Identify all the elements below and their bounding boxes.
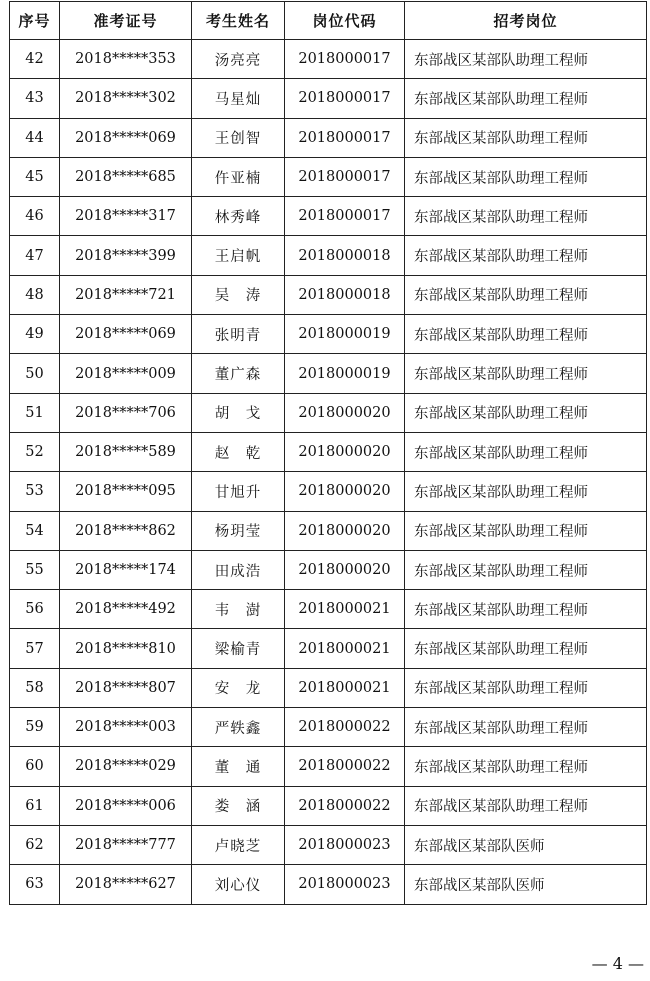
- cell-candidate-name: 梁榆青: [192, 629, 285, 668]
- cell-candidate-name: 董广森: [192, 354, 285, 393]
- cell-post-code: 2018000018: [285, 236, 405, 275]
- document-sheet: [9, 1, 646, 905]
- cell-candidate-name: 娄 涵: [192, 786, 285, 825]
- cell-candidate-name: 王创智: [192, 118, 285, 157]
- table-row: [10, 590, 647, 629]
- cell-recruitment-post: 东部战区某部队助理工程师: [405, 315, 647, 354]
- cell-serial-number: 47: [10, 236, 60, 275]
- table-row: [10, 79, 647, 118]
- cell-post-code: 2018000017: [285, 79, 405, 118]
- table-row: [10, 118, 647, 157]
- cell-serial-number: 59: [10, 708, 60, 747]
- cell-recruitment-post: 东部战区某部队助理工程师: [405, 275, 647, 314]
- table-row: [10, 315, 647, 354]
- cell-candidate-name: 卢晓芝: [192, 825, 285, 864]
- cell-admission-ticket: 2018*****492: [60, 590, 192, 629]
- table-row: [10, 393, 647, 432]
- cell-serial-number: 44: [10, 118, 60, 157]
- cell-admission-ticket: 2018*****706: [60, 393, 192, 432]
- cell-recruitment-post: 东部战区某部队医师: [405, 825, 647, 864]
- cell-serial-number: 58: [10, 668, 60, 707]
- cell-candidate-name: 刘心仪: [192, 865, 285, 904]
- table-row: [10, 668, 647, 707]
- cell-post-code: 2018000020: [285, 550, 405, 589]
- cell-admission-ticket: 2018*****095: [60, 472, 192, 511]
- cell-serial-number: 57: [10, 629, 60, 668]
- cell-admission-ticket: 2018*****069: [60, 118, 192, 157]
- cell-post-code: 2018000022: [285, 747, 405, 786]
- cell-admission-ticket: 2018*****003: [60, 708, 192, 747]
- table-row: [10, 275, 647, 314]
- cell-admission-ticket: 2018*****685: [60, 157, 192, 196]
- cell-recruitment-post: 东部战区某部队助理工程师: [405, 393, 647, 432]
- cell-admission-ticket: 2018*****174: [60, 550, 192, 589]
- cell-candidate-name: 甘旭升: [192, 472, 285, 511]
- cell-serial-number: 50: [10, 354, 60, 393]
- table-row: [10, 708, 647, 747]
- cell-post-code: 2018000021: [285, 668, 405, 707]
- cell-candidate-name: 仵亚楠: [192, 157, 285, 196]
- table-row: [10, 865, 647, 904]
- cell-serial-number: 48: [10, 275, 60, 314]
- cell-post-code: 2018000023: [285, 825, 405, 864]
- cell-candidate-name: 张明青: [192, 315, 285, 354]
- cell-recruitment-post: 东部战区某部队助理工程师: [405, 157, 647, 196]
- cell-candidate-name: 王启帆: [192, 236, 285, 275]
- table-row: [10, 197, 647, 236]
- cell-candidate-name: 吴 涛: [192, 275, 285, 314]
- cell-admission-ticket: 2018*****317: [60, 197, 192, 236]
- cell-recruitment-post: 东部战区某部队助理工程师: [405, 40, 647, 79]
- cell-admission-ticket: 2018*****006: [60, 786, 192, 825]
- cell-candidate-name: 杨玥莹: [192, 511, 285, 550]
- cell-serial-number: 45: [10, 157, 60, 196]
- cell-post-code: 2018000023: [285, 865, 405, 904]
- cell-serial-number: 53: [10, 472, 60, 511]
- cell-admission-ticket: 2018*****029: [60, 747, 192, 786]
- table-row: [10, 157, 647, 196]
- cell-recruitment-post: 东部战区某部队助理工程师: [405, 472, 647, 511]
- cell-post-code: 2018000019: [285, 315, 405, 354]
- cell-serial-number: 63: [10, 865, 60, 904]
- cell-admission-ticket: 2018*****069: [60, 315, 192, 354]
- table-row: [10, 511, 647, 550]
- cell-admission-ticket: 2018*****777: [60, 825, 192, 864]
- cell-post-code: 2018000021: [285, 590, 405, 629]
- cell-serial-number: 54: [10, 511, 60, 550]
- cell-serial-number: 62: [10, 825, 60, 864]
- table-row: [10, 629, 647, 668]
- cell-admission-ticket: 2018*****302: [60, 79, 192, 118]
- cell-admission-ticket: 2018*****862: [60, 511, 192, 550]
- cell-recruitment-post: 东部战区某部队医师: [405, 865, 647, 904]
- table-body: [10, 40, 647, 905]
- cell-admission-ticket: 2018*****627: [60, 865, 192, 904]
- header-serial-number: 序号: [10, 2, 60, 40]
- table-row: [10, 472, 647, 511]
- cell-post-code: 2018000022: [285, 786, 405, 825]
- cell-recruitment-post: 东部战区某部队助理工程师: [405, 590, 647, 629]
- cell-serial-number: 46: [10, 197, 60, 236]
- table-header-row: [10, 2, 647, 40]
- cell-recruitment-post: 东部战区某部队助理工程师: [405, 197, 647, 236]
- cell-post-code: 2018000017: [285, 157, 405, 196]
- table-row: [10, 354, 647, 393]
- cell-serial-number: 49: [10, 315, 60, 354]
- cell-serial-number: 60: [10, 747, 60, 786]
- header-admission-ticket: 准考证号: [60, 2, 192, 40]
- cell-candidate-name: 严轶鑫: [192, 708, 285, 747]
- cell-candidate-name: 林秀峰: [192, 197, 285, 236]
- cell-recruitment-post: 东部战区某部队助理工程师: [405, 79, 647, 118]
- candidate-table: [9, 1, 647, 905]
- cell-candidate-name: 赵 乾: [192, 432, 285, 471]
- page-number: — 4 —: [591, 954, 644, 973]
- header-candidate-name: 考生姓名: [192, 2, 285, 40]
- cell-candidate-name: 韦 澍: [192, 590, 285, 629]
- table-row: [10, 825, 647, 864]
- cell-candidate-name: 汤亮亮: [192, 40, 285, 79]
- cell-post-code: 2018000022: [285, 708, 405, 747]
- cell-recruitment-post: 东部战区某部队助理工程师: [405, 708, 647, 747]
- cell-post-code: 2018000017: [285, 118, 405, 157]
- table-row: [10, 432, 647, 471]
- cell-recruitment-post: 东部战区某部队助理工程师: [405, 668, 647, 707]
- header-post-code: 岗位代码: [285, 2, 405, 40]
- cell-candidate-name: 董 通: [192, 747, 285, 786]
- cell-admission-ticket: 2018*****009: [60, 354, 192, 393]
- cell-recruitment-post: 东部战区某部队助理工程师: [405, 629, 647, 668]
- cell-admission-ticket: 2018*****810: [60, 629, 192, 668]
- cell-serial-number: 61: [10, 786, 60, 825]
- cell-admission-ticket: 2018*****807: [60, 668, 192, 707]
- cell-serial-number: 42: [10, 40, 60, 79]
- cell-serial-number: 52: [10, 432, 60, 471]
- cell-candidate-name: 胡 戈: [192, 393, 285, 432]
- cell-serial-number: 43: [10, 79, 60, 118]
- table-row: [10, 786, 647, 825]
- cell-recruitment-post: 东部战区某部队助理工程师: [405, 118, 647, 157]
- table-row: [10, 40, 647, 79]
- table-row: [10, 747, 647, 786]
- cell-recruitment-post: 东部战区某部队助理工程师: [405, 550, 647, 589]
- cell-recruitment-post: 东部战区某部队助理工程师: [405, 432, 647, 471]
- cell-recruitment-post: 东部战区某部队助理工程师: [405, 511, 647, 550]
- cell-post-code: 2018000020: [285, 393, 405, 432]
- cell-serial-number: 55: [10, 550, 60, 589]
- cell-admission-ticket: 2018*****353: [60, 40, 192, 79]
- cell-post-code: 2018000020: [285, 472, 405, 511]
- cell-candidate-name: 田成浩: [192, 550, 285, 589]
- cell-post-code: 2018000019: [285, 354, 405, 393]
- cell-admission-ticket: 2018*****589: [60, 432, 192, 471]
- cell-post-code: 2018000018: [285, 275, 405, 314]
- cell-recruitment-post: 东部战区某部队助理工程师: [405, 747, 647, 786]
- cell-post-code: 2018000017: [285, 197, 405, 236]
- cell-candidate-name: 安 龙: [192, 668, 285, 707]
- cell-recruitment-post: 东部战区某部队助理工程师: [405, 354, 647, 393]
- cell-candidate-name: 马星灿: [192, 79, 285, 118]
- table-row: [10, 236, 647, 275]
- cell-admission-ticket: 2018*****399: [60, 236, 192, 275]
- cell-serial-number: 56: [10, 590, 60, 629]
- cell-recruitment-post: 东部战区某部队助理工程师: [405, 786, 647, 825]
- header-recruitment-post: 招考岗位: [405, 2, 647, 40]
- cell-post-code: 2018000021: [285, 629, 405, 668]
- cell-post-code: 2018000020: [285, 432, 405, 471]
- cell-admission-ticket: 2018*****721: [60, 275, 192, 314]
- cell-serial-number: 51: [10, 393, 60, 432]
- table-row: [10, 550, 647, 589]
- cell-recruitment-post: 东部战区某部队助理工程师: [405, 236, 647, 275]
- cell-post-code: 2018000020: [285, 511, 405, 550]
- cell-post-code: 2018000017: [285, 40, 405, 79]
